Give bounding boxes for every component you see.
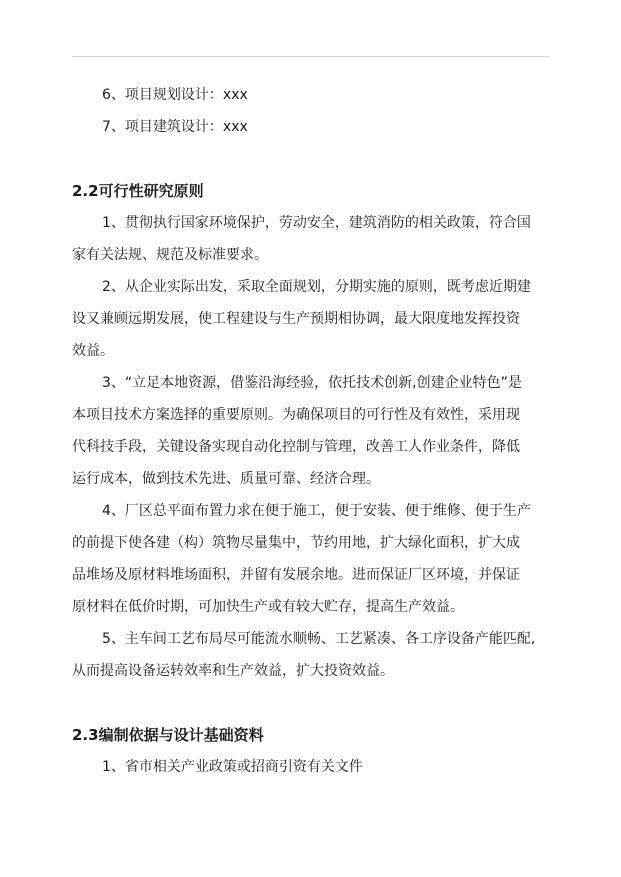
paragraph-5 <box>72 623 550 687</box>
paragraph-line: 3、“立足本地资源，借鉴沿海经验，依托技术创新,创建企业特色”是 <box>102 375 522 391</box>
list-item: 1、省市相关产业政策或招商引资有关文件 <box>102 759 363 775</box>
paragraph-3 <box>72 367 550 495</box>
paragraph-4 <box>72 495 550 623</box>
paragraph-line: 代科技手段，关键设备实现自动化控制与管理，改善工人作业条件，降低 <box>72 439 520 455</box>
paragraph-line: 运行成本，做到技术先进、质量可靠、经济合理。 <box>72 471 380 487</box>
paragraph-line: 5、主车间工艺布局尽可能流水顺畅、工艺紧凑、各工序设备产能匹配, <box>102 631 536 647</box>
header-rule <box>72 56 550 57</box>
paragraph-line: 原材料在低价时期，可加快生产或有较大贮存，提高生产效益。 <box>72 599 464 615</box>
section-heading-2-3: 2.3编制依据与设计基础资料 <box>72 726 264 744</box>
paragraph-line: 2、从企业实际出发，采取全面规划，分期实施的原则，既考虑近期建 <box>102 279 531 295</box>
paragraph-line: 品堆场及原材料堆场面积，并留有发展余地。进而保证厂区环境，并保证 <box>72 567 520 583</box>
document-body <box>72 79 550 783</box>
spacer <box>72 143 550 175</box>
paragraph-2 <box>72 271 550 367</box>
paragraph-line: 家有关法规、规范及标准要求。 <box>72 247 268 263</box>
paragraph-line: 1、贯彻执行国家环境保护，劳动安全，建筑消防的相关政策，符合国 <box>102 215 531 231</box>
paragraph-line: 效益。 <box>72 343 114 359</box>
list-item: 7、项目建筑设计：xxx <box>102 119 248 135</box>
paragraph-line: 本项目技术方案选择的重要原则。为确保项目的可行性及有效性，采用现 <box>72 407 520 423</box>
paragraph-line: 的前提下使各建（构）筑物尽量集中，节约用地，扩大绿化面积，扩大成 <box>72 535 520 551</box>
paragraph-line: 从而提高设备运转效率和生产效益，扩大投资效益。 <box>72 663 394 679</box>
list-item: 6、项目规划设计：xxx <box>102 87 248 103</box>
spacer <box>72 687 550 719</box>
paragraph-line: 4、厂区总平面布置力求在便于施工，便于安装、便于维修、便于生产 <box>102 503 531 519</box>
paragraph-1 <box>72 207 550 271</box>
section-heading-2-2: 2.2可行性研究原则 <box>72 182 204 200</box>
paragraph-line: 设又兼顾远期发展，使工程建设与生产预期相协调，最大限度地发挥投资 <box>72 311 520 327</box>
